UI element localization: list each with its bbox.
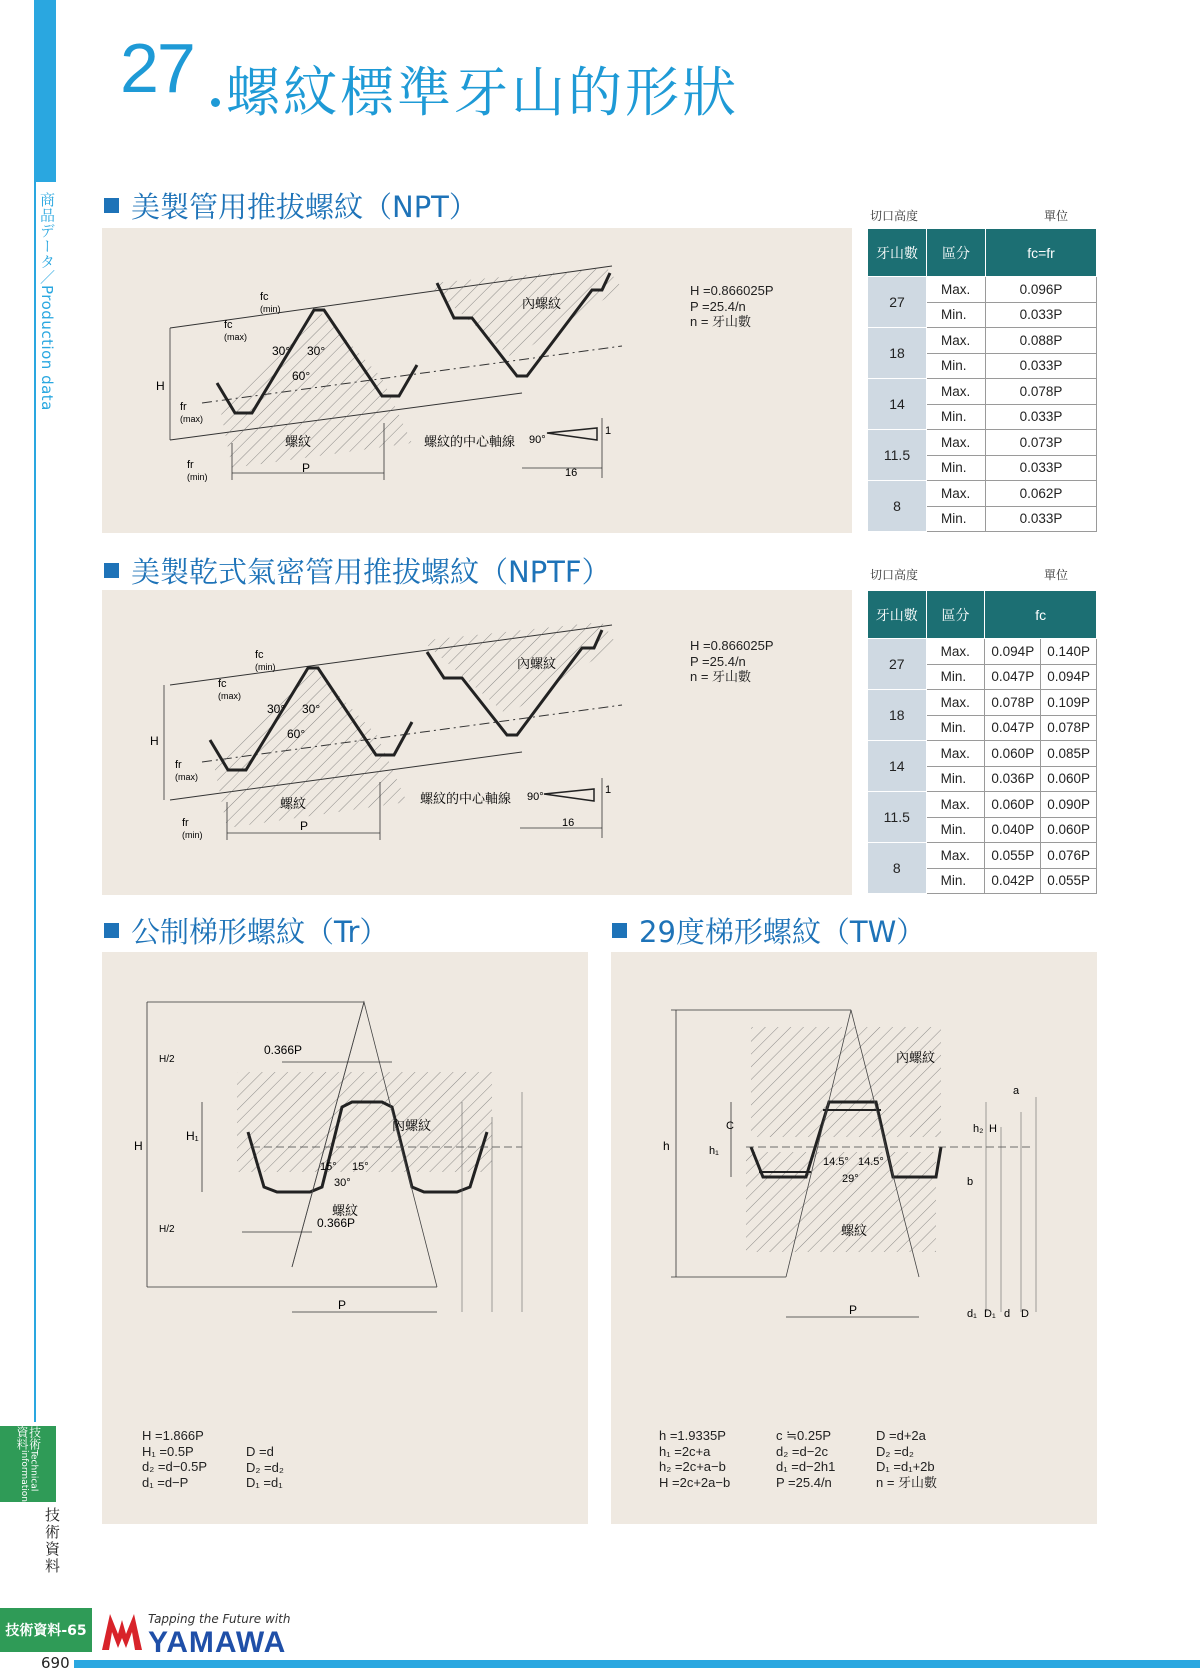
min-label: Min. [926, 664, 985, 690]
min-label: Min. [927, 506, 986, 532]
npt-fc-min-sub: (min) [260, 304, 281, 314]
npt-formulas [690, 283, 773, 330]
title-dot [211, 98, 220, 107]
nptf-table-unit: 單位 [1044, 568, 1069, 582]
npt-col-threads: 牙山數 [868, 229, 927, 277]
max-label: Max. [927, 277, 986, 303]
tr-p-label: P [338, 1298, 347, 1312]
value-cell: 0.094P [1041, 664, 1097, 690]
npt-axis-label: 螺紋的中心軸線 [424, 434, 516, 449]
value-cell: 0.040P [985, 817, 1041, 843]
tr-formula: H =1.866P [142, 1428, 204, 1443]
table-row [868, 277, 1097, 303]
value-cell: 0.060P [1041, 766, 1097, 792]
nptf-formula-p: P =25.4/n [690, 653, 746, 669]
tr-internal-label: 內螺紋 [392, 1118, 432, 1133]
value-cell: 0.033P [986, 353, 1097, 379]
table-row [868, 690, 1097, 716]
nptf-formula-n: n = 牙山數 [690, 669, 752, 684]
heading-bullet-icon [612, 923, 627, 938]
value-cell: 0.140P [1041, 639, 1097, 665]
tr-external-label: 螺紋 [332, 1203, 359, 1218]
tr-h1-label: H₁ [186, 1129, 199, 1143]
threads-cell: 27 [868, 277, 927, 328]
value-cell: 0.078P [985, 690, 1041, 716]
accent-bar [34, 0, 56, 182]
table-row [868, 843, 1097, 869]
tw-formula: n = 牙山數 [876, 1474, 938, 1490]
tw-formula: H =2c+2a−b [659, 1474, 731, 1490]
tw-heading-text: 29度梯形螺紋（TW） [639, 915, 926, 949]
threads-cell: 8 [868, 843, 927, 894]
value-cell: 0.060P [985, 792, 1041, 818]
tr-h-half-top: H/2 [159, 1054, 175, 1065]
heading-bullet-icon [104, 923, 119, 938]
min-label: Min. [926, 817, 985, 843]
side-bottom-label: 技術資料 [43, 1507, 61, 1575]
npt-formula-p: P =25.4/n [690, 298, 746, 314]
tw-h2-label: h₂ [973, 1123, 984, 1135]
threads-cell: 18 [868, 690, 927, 741]
threads-cell: 14 [868, 379, 927, 430]
value-cell: 0.047P [985, 715, 1041, 741]
max-label: Max. [926, 741, 985, 767]
nptf-table [867, 590, 1097, 894]
nptf-heading-text: 美製乾式氣密管用推拔螺紋（NPTF） [131, 555, 611, 589]
nptf-angle-30-left: 30° [267, 702, 286, 716]
nptf-diagram-panel [102, 590, 852, 895]
footer-section-badge: 技術資料-65 [0, 1608, 92, 1652]
npt-fr-min-sub: (min) [187, 472, 208, 482]
max-label: Max. [927, 328, 986, 354]
nptf-fr-max-sub: (max) [175, 772, 198, 782]
nptf-formulas [690, 638, 773, 685]
table-row [868, 328, 1097, 354]
npt-diagram-panel [102, 228, 852, 533]
tw-d1-label: d₁ [967, 1308, 977, 1320]
max-label: Max. [927, 379, 986, 405]
tr-formula: D₂ =d₂ [246, 1459, 284, 1475]
npt-angle-60: 60° [292, 369, 311, 383]
value-cell: 0.055P [1041, 868, 1097, 894]
section-tab-label: 技術資料 [15, 1426, 42, 1450]
min-label: Min. [927, 353, 986, 379]
yamawa-logo-icon [102, 1612, 142, 1650]
logo-brand: YAMAWA [148, 1626, 287, 1659]
tw-formula: D₁ =d₁+2b [876, 1459, 935, 1474]
nptf-angle-60: 60° [287, 727, 306, 741]
tw-c-label: C [726, 1120, 734, 1132]
value-cell: 0.062P [986, 481, 1097, 507]
title-number: 27 [120, 29, 194, 107]
value-cell: 0.090P [1041, 792, 1097, 818]
npt-taper-1: 1 [605, 425, 612, 437]
tw-formulas-col3 [876, 1428, 937, 1490]
tw-p-label: P [849, 1303, 858, 1317]
nptf-fr-max: fr [175, 759, 182, 771]
nptf-diagram [102, 590, 852, 895]
npt-fr-max-sub: (max) [180, 414, 203, 424]
max-label: Max. [927, 430, 986, 456]
table-row [868, 481, 1097, 507]
tw-angle-left: 14.5° [823, 1156, 849, 1168]
tw-formula: d₂ =d−2c [776, 1443, 829, 1459]
table-row [868, 792, 1097, 818]
tr-formulas-left [142, 1428, 207, 1490]
npt-fr-max: fr [180, 401, 187, 413]
npt-angle-90: 90° [529, 434, 546, 446]
tw-formula: h =1.9335P [659, 1428, 726, 1443]
value-cell: 0.078P [986, 379, 1097, 405]
value-cell: 0.073P [986, 430, 1097, 456]
tr-h-half-bottom: H/2 [159, 1224, 175, 1235]
tw-angle-right: 14.5° [858, 1156, 884, 1168]
tw-internal-label: 內螺紋 [896, 1050, 936, 1065]
tw-h-label: h [663, 1139, 670, 1153]
min-label: Min. [927, 302, 986, 328]
tw-formula: c ≒0.25P [776, 1428, 831, 1443]
tw-formulas-col2 [776, 1428, 835, 1490]
tw-formula: h₁ =2c+a [659, 1443, 711, 1459]
min-label: Min. [927, 455, 986, 481]
tr-angle-15-right: 15° [352, 1161, 369, 1173]
table-row [868, 639, 1097, 665]
nptf-col-threads: 牙山數 [868, 591, 927, 639]
footer-rule [74, 1660, 1200, 1668]
threads-cell: 11.5 [868, 792, 927, 843]
tr-angle-15-left: 15° [320, 1161, 337, 1173]
npt-taper-16: 16 [565, 467, 578, 479]
threads-cell: 27 [868, 639, 927, 690]
tr-formula: H₁ =0.5P [142, 1443, 194, 1459]
value-cell: 0.096P [986, 277, 1097, 303]
nptf-angle-90: 90° [527, 791, 544, 803]
npt-external-label: 螺紋 [285, 434, 312, 449]
value-cell: 0.076P [1041, 843, 1097, 869]
npt-p-label: P [302, 461, 311, 475]
value-cell: 0.078P [1041, 715, 1097, 741]
tw-D1-label: D₁ [984, 1308, 996, 1320]
nptf-table-caption: 切口高度 [870, 568, 919, 582]
tw-H-label: H [989, 1123, 997, 1135]
npt-formula-n: n = 牙山數 [690, 314, 752, 329]
tw-formula: D₂ =d₂ [876, 1443, 914, 1459]
side-label: 商品データ／Production data [38, 192, 56, 411]
npt-fc-min: fc [260, 291, 269, 303]
page-number: 690 [38, 1654, 73, 1672]
nptf-fc-min-sub: (min) [255, 662, 276, 672]
npt-col-fc: fc=fr [986, 229, 1097, 277]
npt-formula-h: H =0.866025P [690, 283, 774, 298]
value-cell: 0.109P [1041, 690, 1097, 716]
value-cell: 0.033P [986, 404, 1097, 430]
npt-angle-30-right: 30° [307, 344, 326, 358]
nptf-external-label: 螺紋 [280, 796, 307, 811]
nptf-col-class: 區分 [926, 591, 985, 639]
tr-heading-text: 公制梯形螺紋（Tr） [131, 915, 389, 949]
value-cell: 0.060P [985, 741, 1041, 767]
tr-formula: d₂ =d−0.5P [142, 1459, 208, 1474]
tr-heading [104, 910, 388, 951]
npt-table [867, 228, 1097, 532]
tw-heading [612, 910, 925, 951]
nptf-heading [104, 550, 611, 591]
heading-bullet-icon [104, 198, 119, 213]
value-cell: 0.094P [985, 639, 1041, 665]
min-label: Min. [926, 715, 985, 741]
tr-formula: d₁ =d−P [142, 1474, 189, 1490]
npt-fc-max-sub: (max) [224, 332, 247, 342]
tr-angle-30: 30° [334, 1177, 351, 1189]
nptf-taper-1: 1 [605, 784, 612, 796]
tw-angle-29: 29° [842, 1173, 859, 1185]
tr-formulas-right [246, 1444, 284, 1491]
max-label: Max. [926, 843, 985, 869]
npt-fr-min: fr [187, 459, 194, 471]
tr-h-label: H [134, 1139, 143, 1153]
tw-external-label: 螺紋 [841, 1223, 868, 1238]
value-cell: 0.060P [1041, 817, 1097, 843]
threads-cell: 18 [868, 328, 927, 379]
tw-a-label: a [1013, 1085, 1020, 1097]
value-cell: 0.042P [985, 868, 1041, 894]
npt-diagram [102, 228, 852, 533]
min-label: Min. [926, 766, 985, 792]
max-label: Max. [927, 481, 986, 507]
table-row [868, 430, 1097, 456]
value-cell: 0.085P [1041, 741, 1097, 767]
min-label: Min. [927, 404, 986, 430]
value-cell: 0.055P [985, 843, 1041, 869]
threads-cell: 11.5 [868, 430, 927, 481]
nptf-fc-max-sub: (max) [218, 691, 241, 701]
table-row [868, 379, 1097, 405]
nptf-h-label: H [150, 734, 159, 748]
nptf-angle-30-right: 30° [302, 702, 321, 716]
tw-D-label: D [1021, 1308, 1029, 1320]
tw-b-label: b [967, 1176, 974, 1188]
npt-heading [104, 185, 478, 226]
tw-formulas-col1 [659, 1428, 730, 1490]
npt-angle-30-left: 30° [272, 344, 291, 358]
page-title: 螺紋標準牙山的形狀 [226, 61, 739, 124]
tr-bottom-label: 0.366P [317, 1216, 356, 1230]
nptf-p-label: P [300, 819, 309, 833]
tw-formula: P =25.4/n [776, 1474, 832, 1490]
npt-internal-label: 內螺紋 [522, 296, 562, 311]
heading-bullet-icon [104, 563, 119, 578]
nptf-fr-min-sub: (min) [182, 830, 203, 840]
tw-h1-label: h₁ [709, 1145, 719, 1157]
tw-formula: D =d+2a [876, 1428, 926, 1443]
npt-table-unit: 單位 [1044, 209, 1069, 223]
nptf-taper-16: 16 [562, 817, 575, 829]
value-cell: 0.033P [986, 302, 1097, 328]
tr-formula: D₁ =d₁ [246, 1475, 283, 1490]
npt-h-label: H [156, 379, 165, 393]
nptf-fc-min: fc [255, 649, 264, 661]
npt-col-class: 區分 [927, 229, 986, 277]
tr-top-label: 0.366P [264, 1043, 303, 1057]
threads-cell: 8 [868, 481, 927, 532]
value-cell: 0.033P [986, 455, 1097, 481]
max-label: Max. [926, 690, 985, 716]
tr-formula: D =d [246, 1444, 274, 1459]
value-cell: 0.047P [985, 664, 1041, 690]
section-tab-sub: Technical information [19, 1450, 39, 1502]
nptf-formula-h: H =0.866025P [690, 638, 774, 653]
tw-formula: d₁ =d−2h1 [776, 1459, 836, 1474]
tw-formula: h₂ =2c+a−b [659, 1459, 726, 1474]
nptf-axis-label: 螺紋的中心軸線 [420, 791, 512, 806]
value-cell: 0.036P [985, 766, 1041, 792]
npt-heading-text: 美製管用推拔螺紋（NPT） [131, 190, 478, 224]
npt-table-caption: 切口高度 [870, 209, 919, 223]
nptf-fc-max: fc [218, 678, 227, 690]
min-label: Min. [926, 868, 985, 894]
npt-fc-max: fc [224, 319, 233, 331]
nptf-fr-min: fr [182, 817, 189, 829]
value-cell: 0.033P [986, 506, 1097, 532]
max-label: Max. [926, 792, 985, 818]
max-label: Max. [926, 639, 985, 665]
table-row [868, 741, 1097, 767]
value-cell: 0.088P [986, 328, 1097, 354]
tw-d-label: d [1004, 1308, 1011, 1320]
nptf-internal-label: 內螺紋 [517, 656, 557, 671]
threads-cell: 14 [868, 741, 927, 792]
nptf-col-fc: fc [985, 591, 1097, 639]
section-tab[interactable] [0, 1426, 56, 1502]
logo-tagline: Tapping the Future with [148, 1612, 291, 1626]
